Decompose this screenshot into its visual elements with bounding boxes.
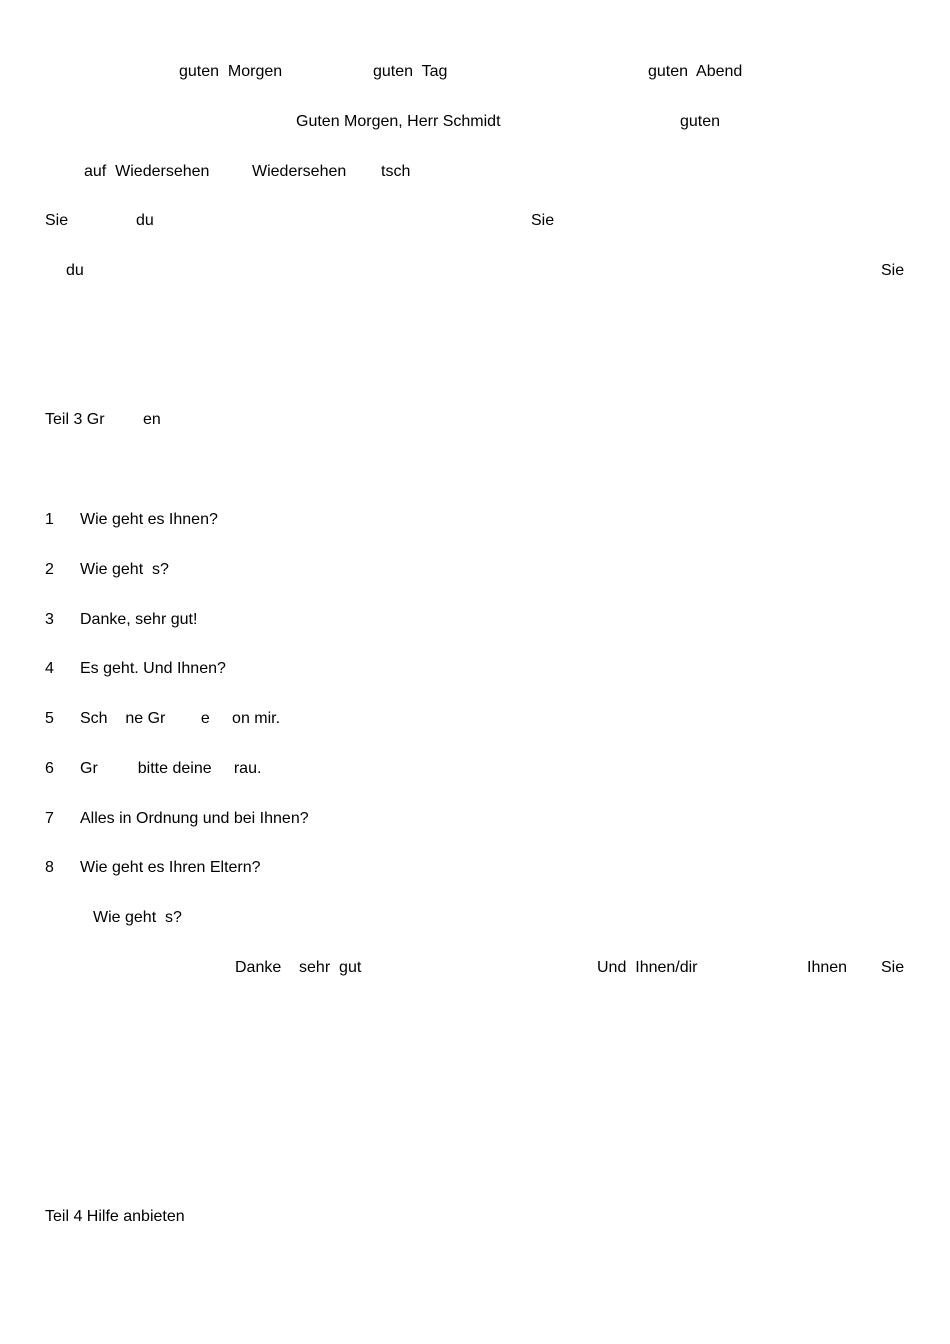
text-und-ihnen-dir: Und Ihnen/dir (597, 959, 698, 976)
item-number: 7 (45, 810, 54, 827)
text-guten-tag: guten Tag (373, 63, 448, 80)
item-number: 2 (45, 561, 54, 578)
text-ihnen: Ihnen (807, 959, 848, 976)
text-guten-morgen: guten Morgen (179, 63, 283, 80)
item-number: 5 (45, 710, 54, 727)
text-guten-morgen-herr-schmidt: Guten Morgen, Herr Schmidt (296, 113, 501, 130)
text-du: du (136, 212, 154, 229)
text-sie-right: Sie (531, 212, 555, 229)
item-number: 3 (45, 611, 54, 628)
item-number: 8 (45, 859, 54, 876)
item-number: 4 (45, 660, 54, 677)
item-text: Alles in Ordnung und bei Ihnen? (80, 810, 309, 827)
item-text: Wie geht es Ihren Eltern? (80, 859, 261, 876)
item-number: 6 (45, 760, 54, 777)
text-sie-left: Sie (45, 212, 69, 229)
extra-line-wie-geht-s: Wie geht s? (93, 909, 182, 926)
section-3-heading-suffix: en (143, 411, 161, 428)
item-text: Gr bitte deine rau. (80, 760, 262, 777)
text-auf-wiedersehen: auf Wiedersehen (84, 163, 210, 180)
section-4-heading: Teil 4 Hilfe anbieten (45, 1208, 185, 1225)
text-sie-answer: Sie (881, 959, 905, 976)
item-number: 1 (45, 511, 54, 528)
item-text: Wie geht es Ihnen? (80, 511, 218, 528)
item-text: Sch ne Gr e on mir. (80, 710, 281, 727)
item-text: Es geht. Und Ihnen? (80, 660, 226, 677)
text-danke-sehr-gut: Danke sehr gut (235, 959, 362, 976)
text-guten: guten (680, 113, 721, 130)
text-du-2: du (66, 262, 84, 279)
text-sie-2: Sie (881, 262, 905, 279)
text-guten-abend: guten Abend (648, 63, 743, 80)
item-text: Danke, sehr gut! (80, 611, 198, 628)
text-wiedersehen: Wiedersehen (252, 163, 347, 180)
section-3-heading: Teil 3 Gr (45, 411, 105, 428)
item-text: Wie geht s? (80, 561, 169, 578)
text-tsch: tsch (381, 163, 411, 180)
